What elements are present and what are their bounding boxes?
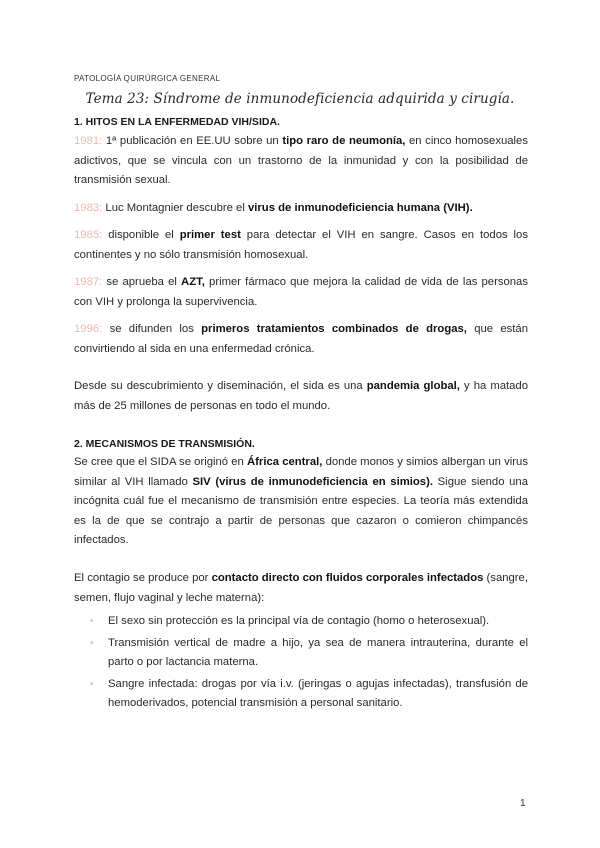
milestone-year: 1996:	[74, 323, 103, 335]
list-item: • Sangre infectada: drogas por vía i.v. (jeringas o agujas infectadas), transfusión de hemoderivados, potencial transmisión a personal sanitario.	[74, 675, 528, 714]
section-heading-hitos: 1. HITOS EN LA ENFERMEDAD VIH/SIDA.	[74, 116, 280, 128]
milestone-1987: 1987: se aprueba el AZT, primer fármaco que mejora la calidad de vida de las personas con VIH y prolonga la supervivencia.	[74, 276, 528, 308]
bullet-icon: •	[90, 678, 94, 690]
milestone-1981: 1981: 1ª publicación en EE.UU sobre un tipo raro de neumonía, en cinco homosexuales adictivos, que se vincula con un trastorno de la inmunidad y con la posibilidad de transmisión sexual.	[74, 135, 528, 186]
bullet-icon: •	[90, 637, 94, 649]
origin-paragraph: Se cree que el SIDA se originó en África central, donde monos y simios albergan un virus similar al VIH llamado SIV (virus de inmunodeficiencia en simios). Sigue siendo una incógnita cuál fue el mecanismo de transmisión entre especies. La teoría más extendida es la de que se contrajo a partir de personas que cazaron o comieron chimpancés infectados.	[74, 456, 528, 546]
milestone-1983: 1983: Luc Montagnier descubre el virus de inmunodeficiencia humana (VIH).	[74, 202, 473, 214]
page-number: 1	[520, 798, 526, 809]
bullet-icon: •	[90, 616, 94, 627]
milestone-year: 1983:	[74, 202, 103, 214]
milestone-year: 1981:	[74, 135, 103, 147]
closing-paragraph: Desde su descubrimiento y diseminación, el sida es una pandemia global, y ha matado más de 25 millones de personas en todo el mundo.	[74, 380, 529, 412]
page-title: Tema 23: Síndrome de inmunodeficiencia adquirida y cirugía.	[85, 91, 515, 107]
milestone-1996: 1996: se difunden los primeros tratamientos combinados de drogas, que están convirtiendo al sida en una enfermedad crónica.	[74, 323, 528, 355]
transmission-list	[74, 612, 528, 716]
running-header: PATOLOGÍA QUIRÚRGICA GENERAL	[74, 74, 221, 83]
milestone-year: 1987:	[74, 276, 103, 288]
milestone-year: 1985:	[74, 229, 103, 241]
milestone-1985: 1985: disponible el primer test para detectar el VIH en sangre. Casos en todos los continentes y no sólo transmisión homosexual.	[74, 229, 528, 261]
list-item: • El sexo sin protección es la principal vía de contagio (homo o heterosexual).	[74, 612, 528, 632]
section-heading-transmision: 2. MECANISMOS DE TRANSMISIÓN.	[74, 438, 255, 450]
contagion-paragraph: El contagio se produce por contacto directo con fluidos corporales infectados (sangre, semen, flujo vaginal y leche materna):	[74, 572, 528, 604]
list-item: • Transmisión vertical de madre a hijo, ya sea de manera intrauterina, durante el parto o por lactancia materna.	[74, 634, 528, 673]
